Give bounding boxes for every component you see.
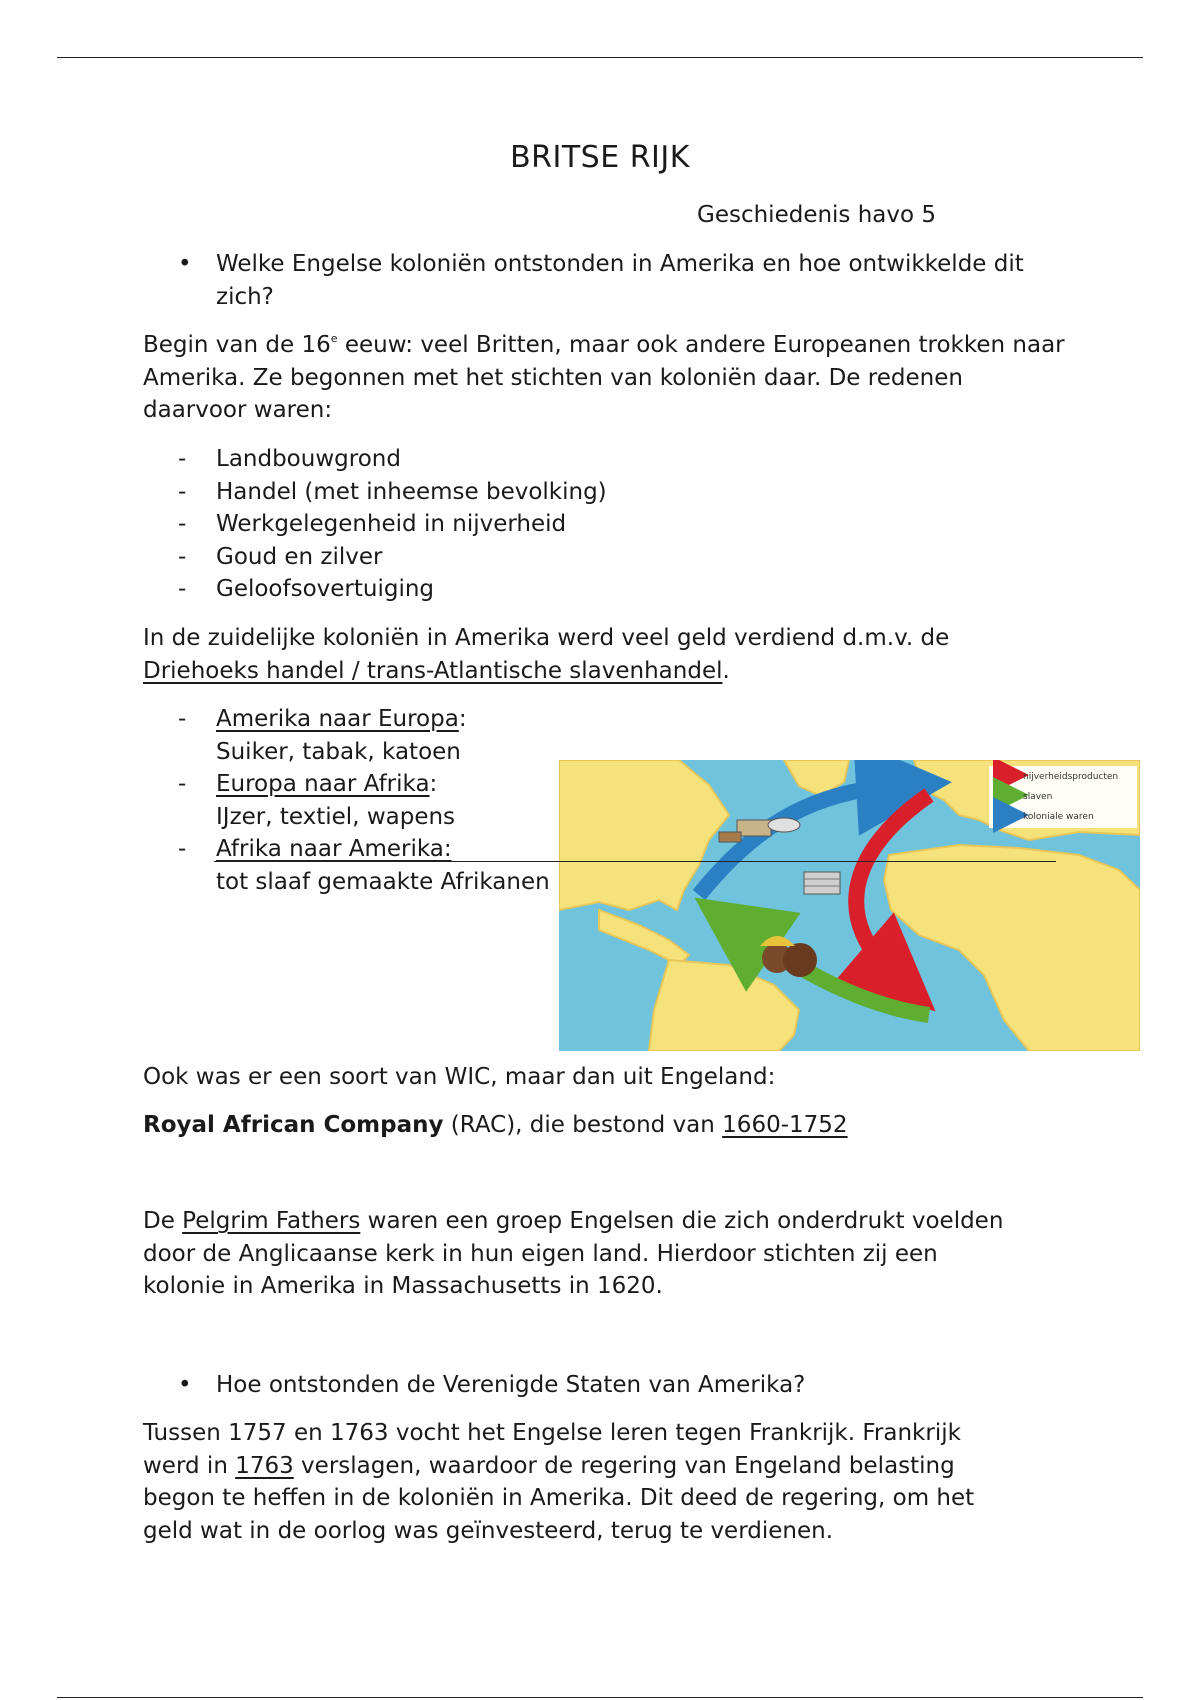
trade-route-goods: Suiker, tabak, katoen — [216, 738, 461, 765]
wic-paragraph: Ook was er een soort van WIC, maar dan uit Engeland: — [143, 1064, 776, 1090]
dash-icon: - — [178, 478, 187, 505]
footer-rule — [57, 1697, 1143, 1698]
pilgrim-pre: De — [143, 1208, 183, 1234]
usa-line-4: geld wat in de oorlog was geïnvesteerd, terug te verdienen. — [143, 1517, 834, 1544]
ordinal-superscript: e — [330, 332, 338, 345]
dash-icon: - — [178, 771, 187, 797]
legend-label: nijverheidsproducten — [1023, 772, 1119, 782]
rac-years: 1660-1752 — [722, 1112, 848, 1138]
trade-route-goods: IJzer, textiel, wapens — [216, 803, 456, 830]
legend-label: koloniale waren — [1023, 812, 1094, 822]
trade-route-body — [216, 833, 550, 898]
industrial-goods-icon — [804, 872, 840, 894]
usa-line-2-pre: werd in — [143, 1452, 236, 1479]
reason-label: Landbouwgrond — [216, 446, 401, 472]
south-text: In de zuidelijke koloniën in Amerika werd veel geld verdiend d.m.v. de — [143, 625, 950, 651]
rac-paragraph — [143, 1109, 1073, 1142]
usa-paragraph — [143, 1417, 1073, 1547]
trade-route-colon: : — [429, 771, 438, 797]
pilgrim-fathers-term: Pelgrim Fathers — [182, 1208, 361, 1234]
triangle-trade-map — [559, 760, 1140, 1051]
usa-year: 1763 — [235, 1452, 294, 1479]
bullet-icon: • — [178, 1372, 192, 1398]
intro-text-2: eeuw: veel Britten, maar ook andere Europeanen trokken naar Amerika. Ze begonnen met het stichten van koloniën daar. De redenen daarvoor waren: — [143, 332, 1065, 423]
legend-label: slaven — [1023, 792, 1053, 802]
south-end: . — [722, 657, 730, 684]
question-1-text: Welke Engelse koloniën ontstonden in Amerika en hoe ontwikkelde dit zich? — [216, 251, 1024, 310]
header-rule — [57, 57, 1143, 58]
pilgrim-line-3: kolonie in Amerika in Massachusetts in 1620. — [143, 1273, 663, 1299]
dash-icon: - — [178, 706, 187, 732]
horizontal-line-artifact — [214, 861, 1056, 862]
south-colonies-paragraph — [143, 622, 1073, 687]
rac-name: Royal African Company — [143, 1112, 444, 1138]
rac-text: (RAC), die bestond van — [443, 1112, 723, 1138]
trade-route-name: Amerika naar Europa — [216, 706, 459, 732]
trade-route-colon: : — [458, 706, 467, 732]
usa-line-2-post: verslagen, waardoor de regering van Engeland belasting — [293, 1452, 955, 1479]
triangle-trade-map-svg — [559, 760, 1140, 1051]
bullet-icon: • — [178, 251, 192, 277]
dash-icon: - — [178, 836, 187, 862]
dash-icon: - — [178, 446, 187, 472]
usa-line-3: begon te heffen in de koloniën in Amerika. Dit deed de regering, om het — [143, 1485, 975, 1511]
pilgrim-line-2: door de Anglicaanse kerk in hun eigen land. Hierdoor stichten zij een — [143, 1240, 938, 1267]
dash-icon: - — [178, 543, 187, 570]
reason-label: Goud en zilver — [216, 543, 383, 570]
reason-label: Handel (met inheemse bevolking) — [216, 478, 607, 505]
trade-route-name: Afrika naar Amerika: — [216, 836, 452, 862]
map-legend — [989, 766, 1137, 828]
intro-paragraph — [143, 329, 1073, 427]
pilgrim-line-1: waren een groep Engelsen die zich onderdrukt voelden — [360, 1208, 1004, 1234]
document-title: BRITSE RIJK — [510, 140, 690, 175]
trade-route-goods: tot slaaf gemaakte Afrikanen — [216, 868, 550, 895]
question-2-text: Hoe ontstonden de Verenigde Staten van Amerika? — [216, 1372, 806, 1398]
trade-route-body — [216, 768, 455, 833]
usa-line-1: Tussen 1757 en 1763 vocht het Engelse leren tegen Frankrijk. Frankrijk — [143, 1420, 961, 1446]
triangle-trade-term: Driehoeks handel / trans-Atlantische slavenhandel — [143, 657, 723, 684]
dash-icon: - — [178, 576, 187, 602]
document-subtitle: Geschiedenis havo 5 — [697, 202, 937, 228]
intro-text-1: Begin van de 16 — [143, 332, 331, 358]
reason-label: Werkgelegenheid in nijverheid — [216, 511, 567, 537]
reason-label: Geloofsovertuiging — [216, 576, 435, 602]
trade-route-name: Europa naar Afrika — [216, 771, 430, 797]
pilgrim-paragraph — [143, 1205, 1073, 1303]
trade-route-body — [216, 703, 467, 768]
dash-icon: - — [178, 511, 187, 537]
